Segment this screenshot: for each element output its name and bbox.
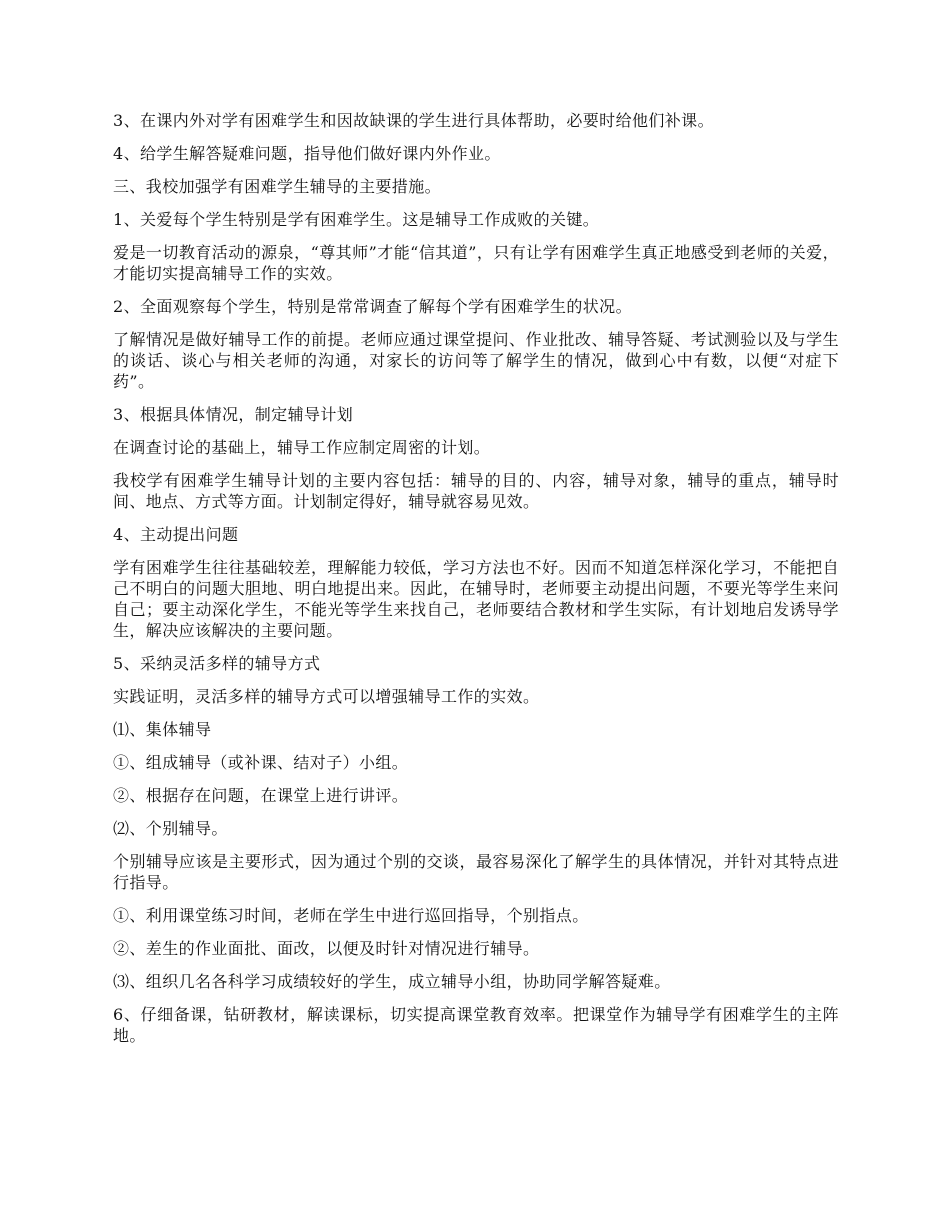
group-tutoring-item-1: ①、组成辅导（或补课、结对子）小组。 (113, 753, 409, 772)
individual-tutoring-item-1: ①、利用课堂练习时间，老师在学生中进行巡回指导，个别指点。 (113, 906, 589, 925)
measure-2-body: 了解情况是做好辅导工作的前提。老师应通过课堂提问、作业批改、辅导答疑、考试测验以及与学生的谈话、谈心与相关老师的沟通，对家长的访问等了解学生的情况，做到心中有数，以便“对症下药”。 (113, 330, 839, 391)
individual-tutoring-heading: ⑵、个别辅导。 (113, 819, 228, 838)
measure-6-paragraph: 6、仔细备课，钻研教材，解读课标，切实提高课堂教育效率。把课堂作为辅导学有困难学生的主阵地。 (113, 1005, 839, 1045)
measure-4-body: 学有困难学生往往基础较差，理解能力较低，学习方法也不好。因而不知道怎样深化学习，不能把自己不明白的问题大胆地、明白地提出来。因此，在辅导时，老师要主动提出问题，不要光等学生来问自己；要主动深化学生，不能光等学生来找自己，老师要结合教材和学生实际，有计划地启发诱导学生，解决应该解决的主要问题。 (113, 558, 839, 640)
measure-3-heading: 3、根据具体情况，制定辅导计划 (113, 405, 354, 424)
individual-tutoring-item-2: ②、差生的作业面批、面改，以便及时针对情况进行辅导。 (113, 939, 540, 958)
measure-3-body-1: 在调查讨论的基础上，辅导工作应制定周密的计划。 (113, 438, 491, 457)
group-tutoring-item-2: ②、根据存在问题，在课堂上进行讲评。 (113, 786, 409, 805)
measure-3-body-2: 我校学有困难学生辅导计划的主要内容包括：辅导的目的、内容，辅导对象，辅导的重点，辅导时间、地点、方式等方面。计划制定得好，辅导就容易见效。 (113, 471, 839, 511)
peer-tutoring-item: ⑶、组织几名各科学习成绩较好的学生，成立辅导小组，协助同学解答疑难。 (113, 972, 671, 991)
section-heading-measures: 三、我校加强学有困难学生辅导的主要措施。 (113, 177, 442, 196)
measure-5-body: 实践证明，灵活多样的辅导方式可以增强辅导工作的实效。 (113, 687, 540, 706)
group-tutoring-heading: ⑴、集体辅导 (113, 720, 212, 739)
measure-2-heading: 2、全面观察每个学生，特别是常常调查了解每个学有困难学生的状况。 (113, 297, 632, 316)
paragraph-item-4-answer: 4、给学生解答疑难问题，指导他们做好课内外作业。 (113, 144, 501, 163)
measure-1-body: 爱是一切教育活动的源泉，“尊其师”才能“信其道”，只有让学有困难学生真正地感受到老师的关爱，才能切实提高辅导工作的实效。 (113, 243, 839, 283)
measure-4-heading: 4、主动提出问题 (113, 525, 239, 544)
measure-1-heading: 1、关爱每个学生特别是学有困难学生。这是辅导工作成败的关键。 (113, 210, 600, 229)
measure-5-heading: 5、采纳灵活多样的辅导方式 (113, 654, 321, 673)
document-page (113, 110, 839, 1058)
individual-tutoring-body: 个别辅导应该是主要形式，因为通过个别的交谈，最容易深化了解学生的具体情况，并针对其特点进行指导。 (113, 852, 839, 892)
paragraph-item-3-help: 3、在课内外对学有困难学生和因故缺课的学生进行具体帮助，必要时给他们补课。 (113, 111, 714, 130)
